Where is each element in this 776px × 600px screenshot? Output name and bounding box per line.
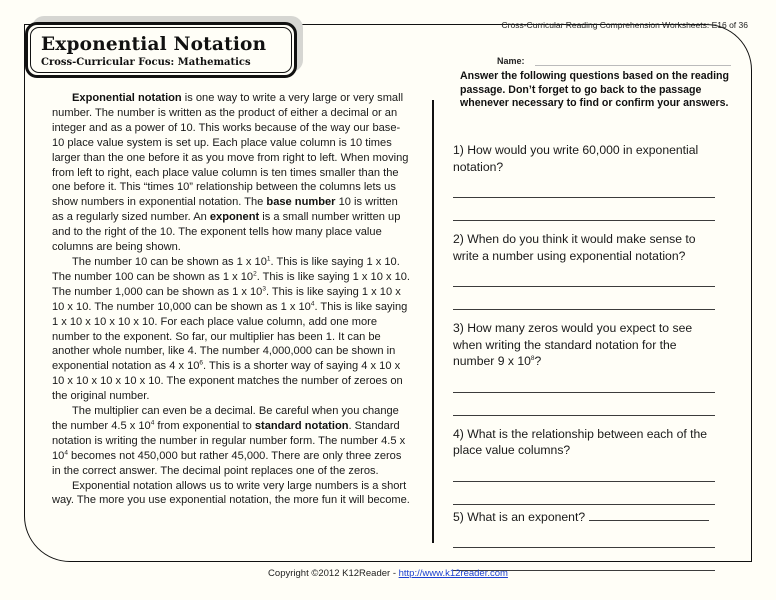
answer-line[interactable] [453,503,715,505]
superscript: 6 [199,359,204,367]
name-input-line[interactable] [535,56,731,66]
question-text: 3) How many zeros would you expect to see when writing the standard notation for the number 9 x 10 [453,321,693,368]
answer-line[interactable] [453,219,715,221]
passage-text: . This is like saying 1 x 10 x 10. The number 1,000 can be shown as 1 x 10 [52,270,411,298]
worksheet-note: Cross-Curricular Reading Comprehension Worksheets: E16 of 36 [501,20,748,30]
question-5 [453,508,719,572]
name-field[interactable] [497,56,731,66]
passage-text: The multiplier can even be a decimal. Be careful when you change the number 4.5 x 10 [52,405,399,432]
answer-line[interactable] [453,414,715,416]
superscript: 3 [262,285,266,293]
question-1-text: 1) How would you write 60,000 in exponential notation? [453,143,699,174]
passage-text: . This is a shorter way of saying 4 x 10 x 10 x 10 x 10 x 10 x 10. The exponent matches the number of zeroes on the original number. [52,360,403,403]
name-label: Name: [497,56,525,66]
passage-paragraph-1 [52,91,412,255]
question-3-text [453,320,719,370]
superscript: 2 [253,270,257,278]
superscript: 8 [530,354,535,362]
passage-paragraph-3 [52,404,412,479]
answer-line[interactable] [453,391,715,393]
answer-line[interactable] [453,285,715,287]
title-box [25,22,297,78]
term-standard-notation: standard notation [254,419,349,432]
question-2 [453,231,719,310]
footer [0,568,776,579]
copyright-text: Copyright ©2012 K12Reader - [268,568,399,579]
instructions: Answer the following questions based on the reading passage. Don’t forget to go back to the passage whenever necessary to find or confirm your answers. [460,70,729,109]
question-4-text: 4) What is the relationship between each of the place value columns? [453,426,708,457]
term-base-number: base number [266,196,336,209]
passage-text: . This is like saying 1 x 10 x 10 x 10 x 10. For each place value column, add one more number to the exponent. So far, our multiplier has been 1. It can be another whole number, like 4. The number 4,000,000 can be shown in exponential notation as 4 x 10 [52,300,408,373]
superscript: 1 [266,255,271,263]
k12reader-link[interactable]: http://www.k12reader.com [398,568,508,579]
reading-passage [52,91,412,508]
page-title: Exponential Notation [41,34,267,55]
passage-text: . Standard notation is writing the number in regular number form. The number 4.5 x 10 [52,419,406,462]
question-2-text: 2) When do you think it would make sense to write a number using exponential notation? [453,232,696,263]
column-divider [432,100,434,543]
term-exponential-notation: Exponential notation [72,92,182,104]
passage-text: . This is like saying 1 x 10 x 10 x 10. The number 10,000 can be shown as 1 x 10 [52,285,401,313]
superscript: 4 [150,419,155,427]
answer-line[interactable] [453,308,715,310]
page-subtitle: Cross-Curricular Focus: Mathematics [41,57,251,68]
passage-text: . This is like saying 1 x 10. The number 100 can be shown as 1 x 10 [52,255,400,283]
questions-section [453,142,719,571]
answer-line-inline[interactable] [589,508,709,521]
superscript: 4 [310,300,315,307]
passage-text: is a small number written up and to the right of the 10. The exponent tells how many place value columns are being shown. [52,211,401,254]
question-text: 5) What is an exponent? [453,509,586,524]
question-4 [453,426,719,505]
answer-line[interactable] [453,196,715,198]
question-3 [453,320,719,416]
passage-text: becomes not 450,000 but rather 45,000. There are only three zeros in the correct answer. The decimal point replaces one of the zeros. [52,449,402,477]
answer-line[interactable] [453,480,715,482]
superscript: 4 [64,449,68,457]
answer-line[interactable] [453,546,715,548]
passage-paragraph-4: Exponential notation allows us to write very large numbers is a short way. The more you use exponential notation, the more fun it will become. [52,479,410,507]
term-exponent: exponent [209,211,260,224]
question-text: ? [534,354,542,368]
passage-text: is one way to write a very large or very small number. The number is written as the product of either a decimal or an integer and as a power of 10. This works because of the way our base-10 place value system is set up. Each place value column is 10 times larger than the one before it as you move from right to left. When moving from left to right, each place value column is ten times smaller than the one before it. This “times 10” relationship between the columns lets us show numbers in exponential notation. The [52,92,409,209]
passage-text: from exponential to [154,419,255,432]
question-1 [453,142,719,221]
question-5-text [453,508,719,526]
passage-text: 10 is written as a regularly sized number. An [52,196,398,224]
passage-paragraph-2 [52,255,412,404]
passage-text: The number 10 can be shown as 1 x 10 [72,255,267,268]
